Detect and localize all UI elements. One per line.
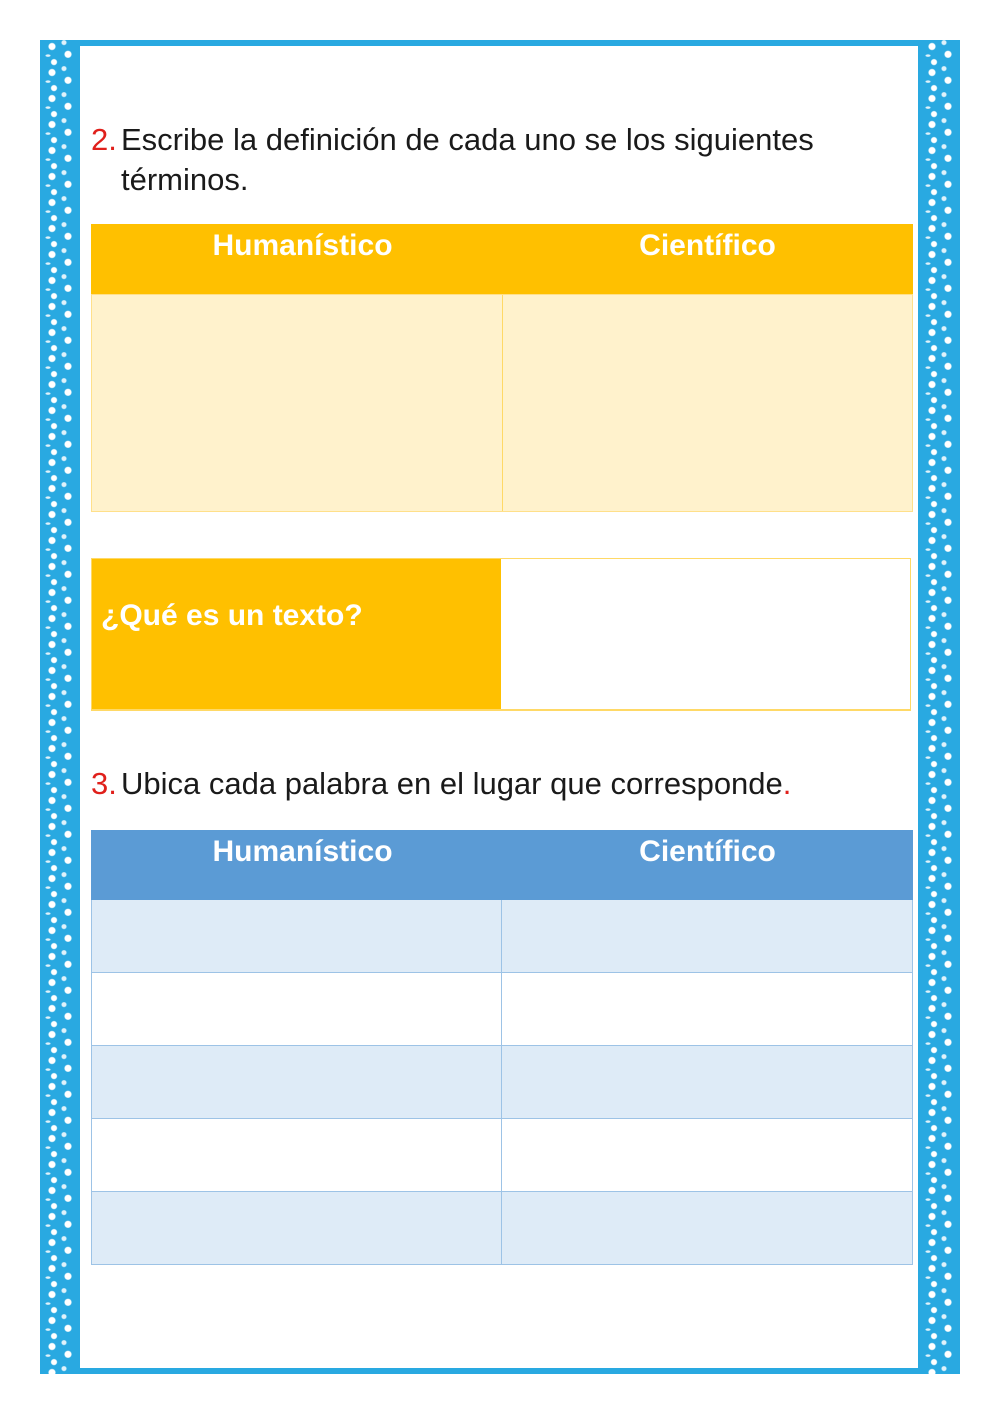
header-humanistico: Humanístico (212, 835, 393, 868)
header-humanistico: Humanístico (212, 229, 393, 262)
text-definition-label: ¿Qué es un texto? (101, 599, 363, 632)
question-3-heading (91, 764, 891, 804)
table-cell[interactable] (502, 900, 912, 972)
question-3-trailing-dot: . (782, 766, 792, 801)
question-2-text-line1: Escribe la definición de cada uno se los siguientes (121, 122, 814, 157)
table-cell[interactable] (92, 1046, 501, 1118)
question-2-heading (91, 120, 891, 200)
table-cell[interactable] (502, 1119, 912, 1191)
header-cientifico: Científico (639, 229, 776, 262)
definitions-table-body (91, 294, 913, 512)
table-row (91, 973, 913, 1046)
question-3-number: 3. (91, 766, 117, 801)
table-cell[interactable] (502, 973, 912, 1045)
table-row (91, 1192, 913, 1265)
question-2-text-line2: términos. (121, 162, 249, 197)
question-3-text: Ubica cada palabra en el lugar que corresponde (121, 766, 783, 801)
table-row (91, 1046, 913, 1119)
text-definition-box (91, 558, 911, 711)
definitions-table (91, 224, 913, 512)
definitions-table-header (91, 224, 913, 294)
table-cell[interactable] (502, 1046, 912, 1118)
table-cell[interactable] (502, 1192, 912, 1264)
question-2-number: 2. (91, 122, 117, 157)
text-definition-answer-cell[interactable] (501, 559, 910, 709)
table-cell[interactable] (92, 973, 501, 1045)
definition-cell-cientifico[interactable] (503, 295, 912, 511)
text-definition-label-cell (92, 559, 501, 709)
floral-border-left (40, 40, 80, 1374)
floral-border-right (920, 40, 960, 1374)
table-row (91, 1119, 913, 1192)
header-cientifico: Científico (639, 835, 776, 868)
table-cell[interactable] (92, 1192, 501, 1264)
classification-table-header (91, 830, 913, 900)
definition-cell-humanistico[interactable] (92, 295, 502, 511)
table-cell[interactable] (92, 1119, 501, 1191)
table-row (91, 900, 913, 973)
table-cell[interactable] (92, 900, 501, 972)
